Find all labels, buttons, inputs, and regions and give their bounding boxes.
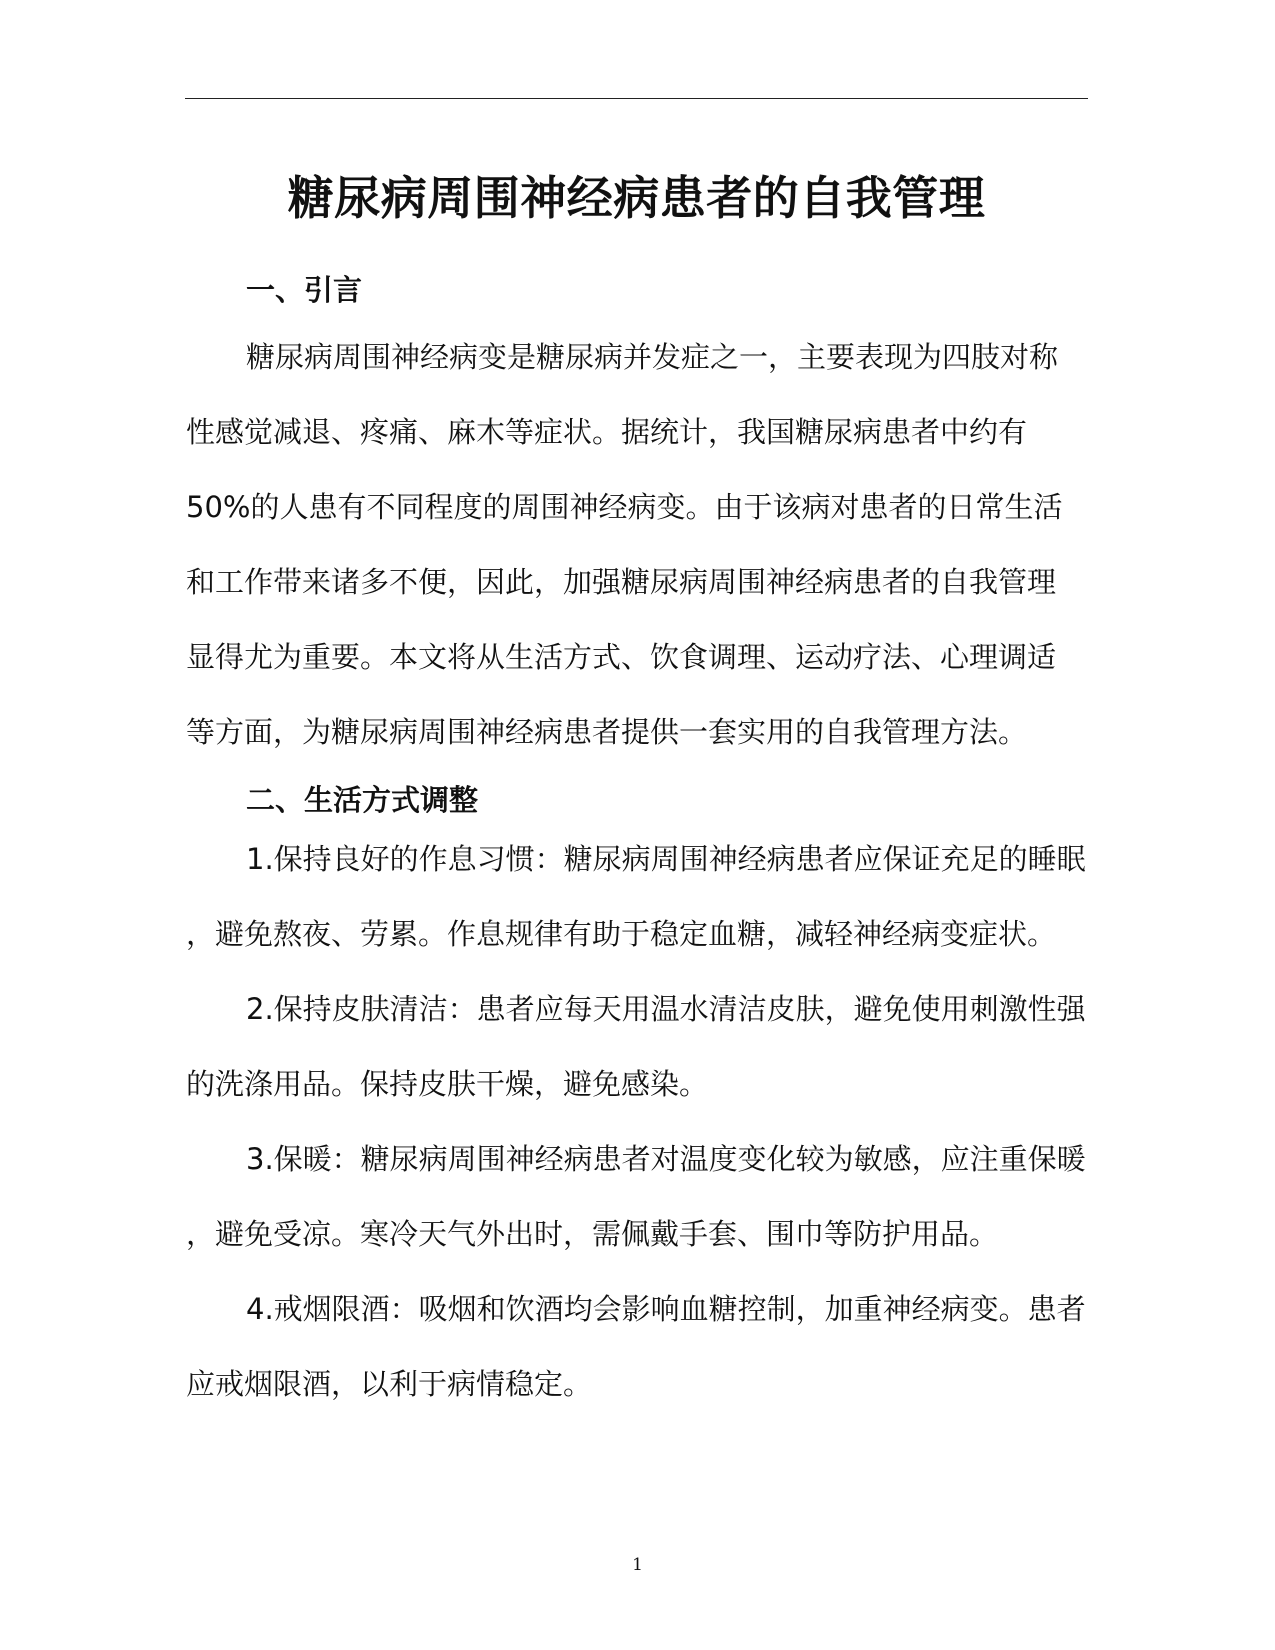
paragraph-introduction bbox=[186, 320, 1086, 770]
paragraph-line: 糖尿病周围神经病变是糖尿病并发症之一，主要表现为四肢对称 bbox=[246, 340, 1059, 374]
paragraph-line: 50%的人患有不同程度的周围神经病变。由于该病对患者的日常生活 bbox=[186, 490, 1063, 524]
paragraph-line: 应戒烟限酒，以利于病情稳定。 bbox=[186, 1367, 593, 1401]
paragraph-line: 1.保持良好的作息习惯：糖尿病周围神经病患者应保证充足的睡眠 bbox=[246, 842, 1086, 876]
paragraph-line: 3.保暖：糖尿病周围神经病患者对温度变化较为敏感，应注重保暖 bbox=[246, 1142, 1086, 1176]
paragraph-sleep-habits bbox=[186, 822, 1086, 972]
paragraph-line: 等方面，为糖尿病周围神经病患者提供一套实用的自我管理方法。 bbox=[186, 715, 1028, 749]
section-heading-introduction: 一、引言 bbox=[246, 273, 363, 307]
paragraph-quit-smoking bbox=[186, 1272, 1086, 1422]
header-rule bbox=[185, 98, 1088, 99]
paragraph-line: 显得尤为重要。本文将从生活方式、饮食调理、运动疗法、心理调适 bbox=[186, 640, 1057, 674]
paragraph-line: 4.戒烟限酒：吸烟和饮酒均会影响血糖控制，加重神经病变。患者 bbox=[246, 1292, 1086, 1326]
paragraph-line: 和工作带来诸多不便，因此，加强糖尿病周围神经病患者的自我管理 bbox=[186, 565, 1057, 599]
paragraph-line: 性感觉减退、疼痛、麻木等症状。据统计，我国糖尿病患者中约有 bbox=[186, 415, 1028, 449]
document-title: 糖尿病周围神经病患者的自我管理 bbox=[287, 171, 986, 225]
paragraph-skin-care bbox=[186, 972, 1086, 1122]
paragraph-line: 2.保持皮肤清洁：患者应每天用温水清洁皮肤，避免使用刺激性强 bbox=[246, 992, 1086, 1026]
paragraph-line: ，避免熬夜、劳累。作息规律有助于稳定血糖，减轻神经病变症状。 bbox=[186, 917, 1057, 951]
paragraph-line: ，避免受凉。寒冷天气外出时，需佩戴手套、围巾等防护用品。 bbox=[186, 1217, 999, 1251]
paragraph-keep-warm bbox=[186, 1122, 1086, 1272]
page-number: 1 bbox=[632, 1555, 643, 1575]
paragraph-line: 的洗涤用品。保持皮肤干燥，避免感染。 bbox=[186, 1067, 709, 1101]
section-heading-lifestyle: 二、生活方式调整 bbox=[246, 783, 479, 817]
